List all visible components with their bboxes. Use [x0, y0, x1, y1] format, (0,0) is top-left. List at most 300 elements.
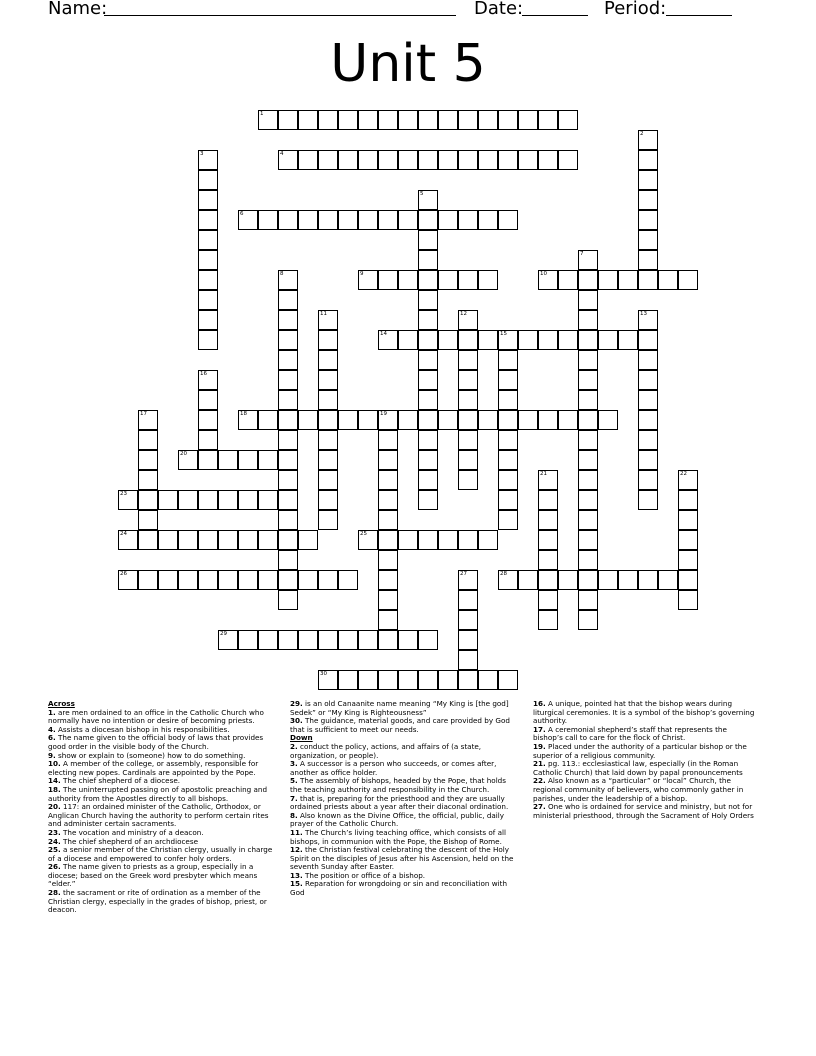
grid-cell[interactable] [198, 490, 218, 510]
grid-cell[interactable] [458, 270, 478, 290]
grid-cell[interactable] [538, 550, 558, 570]
grid-cell[interactable] [418, 270, 438, 290]
grid-cell[interactable] [638, 410, 658, 430]
grid-cell[interactable] [118, 530, 138, 550]
grid-cell[interactable] [458, 610, 478, 630]
grid-cell[interactable] [578, 430, 598, 450]
grid-cell[interactable] [518, 330, 538, 350]
grid-cell[interactable] [578, 330, 598, 350]
grid-cell[interactable] [138, 450, 158, 470]
grid-cell[interactable] [358, 150, 378, 170]
grid-cell[interactable] [578, 310, 598, 330]
grid-cell[interactable] [298, 150, 318, 170]
grid-cell[interactable] [378, 590, 398, 610]
grid-cell[interactable] [638, 270, 658, 290]
grid-cell[interactable] [638, 390, 658, 410]
grid-cell[interactable] [398, 630, 418, 650]
grid-cell[interactable] [378, 570, 398, 590]
grid-cell[interactable] [438, 330, 458, 350]
grid-cell[interactable] [478, 150, 498, 170]
grid-cell[interactable] [418, 110, 438, 130]
grid-cell[interactable] [418, 310, 438, 330]
grid-cell[interactable] [198, 570, 218, 590]
grid-cell[interactable] [378, 610, 398, 630]
grid-cell[interactable] [198, 290, 218, 310]
grid-cell[interactable] [378, 150, 398, 170]
grid-cell[interactable] [198, 450, 218, 470]
grid-cell[interactable] [678, 470, 698, 490]
grid-cell[interactable] [358, 410, 378, 430]
grid-cell[interactable] [358, 210, 378, 230]
grid-cell[interactable] [578, 470, 598, 490]
grid-cell[interactable] [318, 310, 338, 330]
grid-cell[interactable] [538, 270, 558, 290]
grid-cell[interactable] [578, 290, 598, 310]
grid-cell[interactable] [338, 630, 358, 650]
grid-cell[interactable] [538, 110, 558, 130]
grid-cell[interactable] [398, 670, 418, 690]
grid-cell[interactable] [278, 490, 298, 510]
grid-cell[interactable] [198, 410, 218, 430]
grid-cell[interactable] [438, 530, 458, 550]
grid-cell[interactable] [278, 430, 298, 450]
grid-cell[interactable] [518, 150, 538, 170]
grid-cell[interactable] [238, 490, 258, 510]
grid-cell[interactable] [198, 310, 218, 330]
grid-cell[interactable] [198, 370, 218, 390]
grid-cell[interactable] [358, 670, 378, 690]
grid-cell[interactable] [218, 450, 238, 470]
clue-number: 23 [120, 491, 127, 497]
grid-cell[interactable] [118, 570, 138, 590]
grid-cell[interactable] [458, 330, 478, 350]
grid-cell[interactable] [418, 490, 438, 510]
grid-cell[interactable] [498, 150, 518, 170]
grid-cell[interactable] [618, 330, 638, 350]
grid-cell[interactable] [138, 430, 158, 450]
grid-cell[interactable] [238, 530, 258, 550]
grid-cell[interactable] [458, 390, 478, 410]
grid-cell[interactable] [358, 630, 378, 650]
grid-cell[interactable] [418, 210, 438, 230]
grid-cell[interactable] [378, 430, 398, 450]
grid-cell[interactable] [138, 530, 158, 550]
grid-cell[interactable] [578, 370, 598, 390]
grid-cell[interactable] [638, 310, 658, 330]
grid-cell[interactable] [358, 270, 378, 290]
grid-cell[interactable] [518, 570, 538, 590]
grid-cell[interactable] [138, 410, 158, 430]
grid-cell[interactable] [458, 630, 478, 650]
grid-cell[interactable] [198, 250, 218, 270]
grid-cell[interactable] [538, 590, 558, 610]
grid-cell[interactable] [338, 570, 358, 590]
grid-cell[interactable] [678, 270, 698, 290]
grid-cell[interactable] [498, 330, 518, 350]
grid-cell[interactable] [578, 590, 598, 610]
grid-cell[interactable] [518, 410, 538, 430]
grid-cell[interactable] [558, 150, 578, 170]
grid-cell[interactable] [218, 570, 238, 590]
grid-cell[interactable] [138, 470, 158, 490]
grid-cell[interactable] [338, 670, 358, 690]
grid-cell[interactable] [598, 330, 618, 350]
grid-cell[interactable] [538, 470, 558, 490]
grid-cell[interactable] [338, 110, 358, 130]
grid-cell[interactable] [678, 570, 698, 590]
grid-cell[interactable] [418, 470, 438, 490]
grid-cell[interactable] [378, 530, 398, 550]
grid-cell[interactable] [418, 630, 438, 650]
grid-cell[interactable] [598, 410, 618, 430]
grid-cell[interactable] [318, 510, 338, 530]
grid-cell[interactable] [498, 390, 518, 410]
grid-cell[interactable] [478, 270, 498, 290]
grid-cell[interactable] [198, 430, 218, 450]
grid-cell[interactable] [458, 110, 478, 130]
grid-cell[interactable] [458, 530, 478, 550]
grid-cell[interactable] [138, 510, 158, 530]
grid-cell[interactable] [418, 430, 438, 450]
grid-cell[interactable] [518, 110, 538, 130]
period-label: Period: [604, 0, 667, 19]
grid-cell[interactable] [198, 150, 218, 170]
grid-cell[interactable] [458, 670, 478, 690]
grid-cell[interactable] [538, 330, 558, 350]
grid-cell[interactable] [478, 530, 498, 550]
grid-cell[interactable] [458, 450, 478, 470]
grid-cell[interactable] [498, 570, 518, 590]
grid-cell[interactable] [218, 490, 238, 510]
grid-cell[interactable] [578, 350, 598, 370]
grid-cell[interactable] [598, 570, 618, 590]
grid-cell[interactable] [378, 330, 398, 350]
grid-cell[interactable] [438, 150, 458, 170]
grid-cell[interactable] [658, 570, 678, 590]
grid-cell[interactable] [498, 670, 518, 690]
grid-cell[interactable] [278, 630, 298, 650]
grid-cell[interactable] [418, 390, 438, 410]
grid-cell[interactable] [498, 370, 518, 390]
grid-cell[interactable] [278, 370, 298, 390]
grid-cell[interactable] [478, 410, 498, 430]
grid-cell[interactable] [318, 370, 338, 390]
grid-cell[interactable] [258, 570, 278, 590]
grid-cell[interactable] [638, 210, 658, 230]
grid-cell[interactable] [158, 530, 178, 550]
grid-cell[interactable] [338, 150, 358, 170]
grid-cell[interactable] [238, 570, 258, 590]
grid-cell[interactable] [538, 530, 558, 550]
grid-cell[interactable] [198, 210, 218, 230]
grid-cell[interactable] [538, 410, 558, 430]
grid-cell[interactable] [218, 530, 238, 550]
grid-cell[interactable] [578, 490, 598, 510]
grid-cell[interactable] [298, 630, 318, 650]
grid-cell[interactable] [418, 330, 438, 350]
grid-cell[interactable] [318, 490, 338, 510]
grid-cell[interactable] [638, 450, 658, 470]
grid-cell[interactable] [378, 210, 398, 230]
grid-cell[interactable] [178, 450, 198, 470]
grid-cell[interactable] [418, 250, 438, 270]
grid-cell[interactable] [658, 270, 678, 290]
grid-cell[interactable] [318, 350, 338, 370]
grid-cell[interactable] [378, 630, 398, 650]
grid-cell[interactable] [458, 310, 478, 330]
grid-cell[interactable] [618, 570, 638, 590]
grid-cell[interactable] [578, 390, 598, 410]
grid-cell[interactable] [458, 410, 478, 430]
grid-cell[interactable] [298, 410, 318, 430]
grid-cell[interactable] [318, 110, 338, 130]
grid-cell[interactable] [578, 270, 598, 290]
grid-cell[interactable] [638, 190, 658, 210]
grid-cell[interactable] [298, 570, 318, 590]
grid-cell[interactable] [458, 650, 478, 670]
grid-cell[interactable] [498, 410, 518, 430]
grid-cell[interactable] [418, 230, 438, 250]
grid-cell[interactable] [478, 110, 498, 130]
grid-cell[interactable] [418, 190, 438, 210]
grid-cell[interactable] [578, 250, 598, 270]
grid-cell[interactable] [278, 550, 298, 570]
grid-cell[interactable] [418, 370, 438, 390]
grid-cell[interactable] [198, 170, 218, 190]
grid-cell[interactable] [278, 330, 298, 350]
grid-cell[interactable] [398, 270, 418, 290]
grid-cell[interactable] [178, 530, 198, 550]
grid-cell[interactable] [458, 430, 478, 450]
grid-cell[interactable] [318, 570, 338, 590]
grid-cell[interactable] [578, 410, 598, 430]
grid-cell[interactable] [638, 170, 658, 190]
grid-cell[interactable] [318, 470, 338, 490]
grid-cell[interactable] [198, 530, 218, 550]
grid-cell[interactable] [678, 530, 698, 550]
grid-cell[interactable] [258, 450, 278, 470]
grid-cell[interactable] [398, 330, 418, 350]
grid-cell[interactable] [458, 210, 478, 230]
grid-cell[interactable] [238, 210, 258, 230]
grid-cell[interactable] [318, 410, 338, 430]
grid-cell[interactable] [438, 670, 458, 690]
grid-cell[interactable] [498, 470, 518, 490]
grid-cell[interactable] [418, 290, 438, 310]
grid-cell[interactable] [278, 570, 298, 590]
grid-cell[interactable] [678, 550, 698, 570]
grid-cell[interactable] [638, 350, 658, 370]
grid-cell[interactable] [398, 150, 418, 170]
grid-cell[interactable] [578, 510, 598, 530]
grid-cell[interactable] [238, 450, 258, 470]
grid-cell[interactable] [438, 110, 458, 130]
grid-cell[interactable] [638, 150, 658, 170]
grid-cell[interactable] [378, 410, 398, 430]
grid-cell[interactable] [178, 490, 198, 510]
grid-cell[interactable] [438, 270, 458, 290]
grid-cell[interactable] [558, 410, 578, 430]
grid-cell[interactable] [378, 450, 398, 470]
across-clue: 20. 117: an ordained minister of the Catholic, Orthodox, or Anglican Church having the authority to perform certain rites and administer certain sacraments. [48, 802, 269, 829]
grid-cell[interactable] [198, 330, 218, 350]
grid-cell[interactable] [178, 570, 198, 590]
grid-cell[interactable] [138, 490, 158, 510]
grid-cell[interactable] [538, 490, 558, 510]
grid-cell[interactable] [318, 450, 338, 470]
grid-cell[interactable] [638, 370, 658, 390]
grid-cell[interactable] [638, 130, 658, 150]
grid-cell[interactable] [318, 390, 338, 410]
grid-cell[interactable] [478, 670, 498, 690]
grid-cell[interactable] [318, 430, 338, 450]
grid-cell[interactable] [418, 410, 438, 430]
grid-cell[interactable] [278, 270, 298, 290]
grid-cell[interactable] [578, 570, 598, 590]
grid-cell[interactable] [498, 110, 518, 130]
grid-cell[interactable] [498, 450, 518, 470]
grid-cell[interactable] [278, 210, 298, 230]
grid-cell[interactable] [258, 410, 278, 430]
grid-cell[interactable] [238, 410, 258, 430]
clue-number: 25 [360, 531, 367, 537]
grid-cell[interactable] [538, 150, 558, 170]
grid-cell[interactable] [378, 670, 398, 690]
grid-cell[interactable] [278, 410, 298, 430]
grid-cell[interactable] [498, 430, 518, 450]
grid-cell[interactable] [478, 330, 498, 350]
grid-cell[interactable] [378, 470, 398, 490]
grid-cell[interactable] [638, 570, 658, 590]
grid-cell[interactable] [278, 310, 298, 330]
grid-cell[interactable] [418, 530, 438, 550]
grid-cell[interactable] [338, 210, 358, 230]
grid-cell[interactable] [318, 630, 338, 650]
grid-cell[interactable] [158, 570, 178, 590]
grid-cell[interactable] [258, 110, 278, 130]
grid-cell[interactable] [258, 490, 278, 510]
grid-cell[interactable] [358, 110, 378, 130]
grid-cell[interactable] [278, 590, 298, 610]
grid-cell[interactable] [218, 630, 238, 650]
grid-cell[interactable] [578, 450, 598, 470]
grid-cell[interactable] [418, 450, 438, 470]
grid-cell[interactable] [498, 510, 518, 530]
grid-cell[interactable] [558, 270, 578, 290]
grid-cell[interactable] [278, 470, 298, 490]
grid-cell[interactable] [378, 550, 398, 570]
grid-cell[interactable] [138, 570, 158, 590]
grid-cell[interactable] [678, 490, 698, 510]
grid-cell[interactable] [278, 110, 298, 130]
grid-cell[interactable] [638, 470, 658, 490]
grid-cell[interactable] [278, 290, 298, 310]
grid-cell[interactable] [498, 490, 518, 510]
grid-cell[interactable] [418, 350, 438, 370]
grid-cell[interactable] [578, 550, 598, 570]
grid-cell[interactable] [418, 150, 438, 170]
grid-cell[interactable] [198, 230, 218, 250]
grid-cell[interactable] [458, 150, 478, 170]
grid-cell[interactable] [278, 530, 298, 550]
grid-cell[interactable] [378, 490, 398, 510]
grid-cell[interactable] [638, 250, 658, 270]
grid-cell[interactable] [678, 510, 698, 530]
grid-cell[interactable] [258, 210, 278, 230]
grid-cell[interactable] [578, 610, 598, 630]
grid-cell[interactable] [558, 570, 578, 590]
grid-cell[interactable] [198, 390, 218, 410]
grid-cell[interactable] [618, 270, 638, 290]
grid-cell[interactable] [678, 590, 698, 610]
grid-cell[interactable] [638, 490, 658, 510]
grid-cell[interactable] [298, 210, 318, 230]
clue-number: 14 [380, 331, 387, 337]
grid-cell[interactable] [278, 390, 298, 410]
grid-cell[interactable] [418, 670, 438, 690]
grid-cell[interactable] [458, 350, 478, 370]
grid-cell[interactable] [458, 470, 478, 490]
grid-cell[interactable] [198, 190, 218, 210]
grid-cell[interactable] [278, 510, 298, 530]
grid-cell[interactable] [538, 610, 558, 630]
grid-cell[interactable] [638, 230, 658, 250]
across-clue: 25. a senior member of the Christian clergy, usually in charge of a diocese and empowered to confer holy orders. [48, 845, 273, 863]
grid-cell[interactable] [378, 270, 398, 290]
grid-cell[interactable] [318, 150, 338, 170]
grid-cell[interactable] [378, 510, 398, 530]
grid-cell[interactable] [498, 210, 518, 230]
grid-cell[interactable] [478, 210, 498, 230]
grid-cell[interactable] [238, 630, 258, 650]
grid-cell[interactable] [438, 410, 458, 430]
grid-cell[interactable] [398, 410, 418, 430]
grid-cell[interactable] [318, 210, 338, 230]
grid-cell[interactable] [538, 570, 558, 590]
grid-cell[interactable] [398, 530, 418, 550]
grid-cell[interactable] [398, 110, 418, 130]
grid-cell[interactable] [458, 590, 478, 610]
grid-cell[interactable] [198, 270, 218, 290]
grid-cell[interactable] [298, 530, 318, 550]
grid-cell[interactable] [578, 530, 598, 550]
grid-cell[interactable] [278, 450, 298, 470]
grid-cell[interactable] [318, 670, 338, 690]
grid-cell[interactable] [458, 570, 478, 590]
grid-cell[interactable] [378, 110, 398, 130]
grid-cell[interactable] [298, 110, 318, 130]
grid-cell[interactable] [318, 330, 338, 350]
grid-cell[interactable] [558, 110, 578, 130]
grid-cell[interactable] [558, 330, 578, 350]
grid-cell[interactable] [498, 350, 518, 370]
grid-cell[interactable] [438, 210, 458, 230]
grid-cell[interactable] [358, 530, 378, 550]
grid-cell[interactable] [398, 210, 418, 230]
grid-cell[interactable] [638, 330, 658, 350]
grid-cell[interactable] [598, 270, 618, 290]
grid-cell[interactable] [118, 490, 138, 510]
grid-cell[interactable] [258, 630, 278, 650]
grid-cell[interactable] [278, 350, 298, 370]
grid-cell[interactable] [458, 370, 478, 390]
grid-cell[interactable] [158, 490, 178, 510]
grid-cell[interactable] [338, 410, 358, 430]
grid-cell[interactable] [538, 510, 558, 530]
grid-cell[interactable] [278, 150, 298, 170]
grid-cell[interactable] [638, 430, 658, 450]
grid-cell[interactable] [258, 530, 278, 550]
